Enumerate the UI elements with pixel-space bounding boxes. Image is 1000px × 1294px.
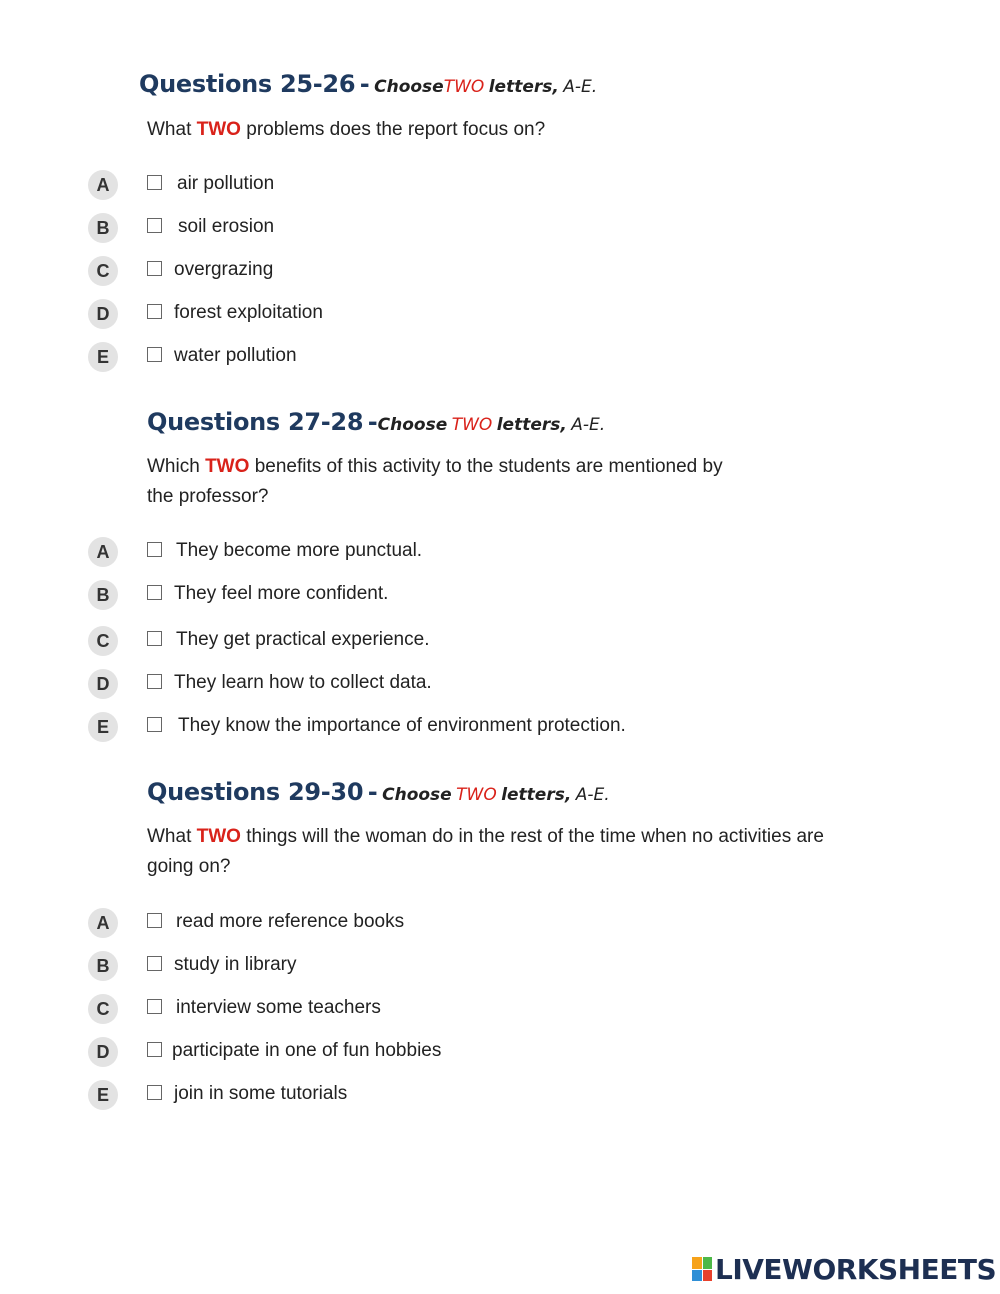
option-letter-badge: D — [88, 299, 118, 329]
option-text: They feel more confident. — [174, 583, 389, 604]
option-row[interactable] — [0, 580, 1000, 614]
instruction-choose: Choose — [374, 77, 444, 97]
instruction-letters: letters, — [501, 785, 572, 805]
instruction-choose: Choose — [377, 415, 448, 435]
option-text: study in library — [174, 954, 297, 975]
section-heading — [147, 408, 605, 436]
checkbox[interactable] — [147, 956, 162, 971]
option-letter-badge: B — [88, 580, 118, 610]
option-text: They get practical experience. — [176, 629, 430, 650]
instruction-letters: letters, — [488, 77, 559, 97]
checkbox[interactable] — [147, 261, 162, 276]
option-row[interactable] — [0, 1080, 1000, 1114]
liveworksheets-logo — [692, 1252, 996, 1286]
checkbox[interactable] — [147, 542, 162, 557]
option-letter-badge: E — [88, 342, 118, 372]
checkbox[interactable] — [147, 674, 162, 689]
section-heading — [139, 70, 597, 98]
option-letter-badge: A — [88, 537, 118, 567]
logo-square-icon — [703, 1257, 713, 1269]
checkbox[interactable] — [147, 1085, 162, 1100]
option-text: join in some tutorials — [174, 1083, 348, 1104]
heading-dash: - — [359, 70, 370, 98]
option-row[interactable] — [0, 908, 1000, 942]
checkbox[interactable] — [147, 304, 162, 319]
option-row[interactable] — [0, 669, 1000, 703]
checkbox[interactable] — [147, 218, 162, 233]
option-row[interactable] — [0, 342, 1000, 376]
option-row[interactable] — [0, 951, 1000, 985]
option-letter-badge: C — [88, 994, 118, 1024]
heading-dash: - — [367, 408, 378, 436]
option-text: soil erosion — [178, 216, 275, 237]
checkbox[interactable] — [147, 1042, 162, 1057]
question-number: Questions 27-28 — [147, 408, 364, 436]
checkbox[interactable] — [147, 585, 162, 600]
option-text: participate in one of fun hobbies — [172, 1040, 442, 1061]
instruction-range: A-E. — [575, 785, 610, 805]
logo-text: LIVEWORKSHEETS — [715, 1252, 997, 1286]
checkbox[interactable] — [147, 631, 162, 646]
instruction-letters: letters, — [496, 415, 567, 435]
option-text: overgrazing — [174, 259, 274, 280]
checkbox[interactable] — [147, 175, 162, 190]
option-letter-badge: E — [88, 1080, 118, 1110]
instruction-two: TWO — [443, 77, 485, 97]
option-text: interview some teachers — [176, 997, 381, 1018]
checkbox[interactable] — [147, 347, 162, 362]
instruction-two: TWO — [451, 415, 493, 435]
option-letter-badge: A — [88, 170, 118, 200]
option-row[interactable] — [0, 299, 1000, 333]
option-text: water pollution — [174, 345, 297, 366]
option-row[interactable] — [0, 712, 1000, 746]
option-letter-badge: B — [88, 951, 118, 981]
question-text: What TWO things will the woman do in the rest of the time when no activities are going on? — [147, 826, 824, 877]
option-row[interactable] — [0, 994, 1000, 1028]
question-text: What TWO problems does the report focus on? — [147, 119, 546, 140]
logo-square-icon — [692, 1270, 702, 1282]
option-row[interactable] — [0, 626, 1000, 660]
question-number: Questions 25-26 — [139, 70, 356, 98]
option-text: They learn how to collect data. — [174, 672, 432, 693]
logo-square-icon — [692, 1257, 702, 1269]
checkbox[interactable] — [147, 913, 162, 928]
logo-mark-icon — [692, 1257, 712, 1281]
instruction-choose: Choose — [382, 785, 452, 805]
option-text: read more reference books — [176, 911, 405, 932]
option-letter-badge: C — [88, 256, 118, 286]
option-letter-badge: E — [88, 712, 118, 742]
option-letter-badge: D — [88, 1037, 118, 1067]
option-row[interactable] — [0, 256, 1000, 290]
instruction-two: TWO — [456, 785, 497, 805]
option-letter-badge: C — [88, 626, 118, 656]
checkbox[interactable] — [147, 999, 162, 1014]
option-text: forest exploitation — [174, 302, 323, 323]
option-text: air pollution — [177, 173, 275, 194]
option-text: They become more punctual. — [176, 540, 423, 561]
question-text: Which TWO benefits of this activity to the students are mentioned by the professor? — [147, 456, 723, 507]
question-number: Questions 29-30 — [147, 778, 364, 806]
heading-dash: - — [367, 778, 378, 806]
checkbox[interactable] — [147, 717, 162, 732]
option-letter-badge: D — [88, 669, 118, 699]
instruction-range: A-E. — [571, 415, 606, 435]
instruction-range: A-E. — [563, 77, 598, 97]
option-row[interactable] — [0, 170, 1000, 204]
option-row[interactable] — [0, 213, 1000, 247]
option-row[interactable] — [0, 1037, 1000, 1071]
option-letter-badge: A — [88, 908, 118, 938]
option-text: They know the importance of environment protection. — [178, 715, 626, 736]
section-heading — [147, 778, 610, 806]
logo-square-icon — [703, 1270, 713, 1282]
option-row[interactable] — [0, 537, 1000, 571]
option-letter-badge: B — [88, 213, 118, 243]
